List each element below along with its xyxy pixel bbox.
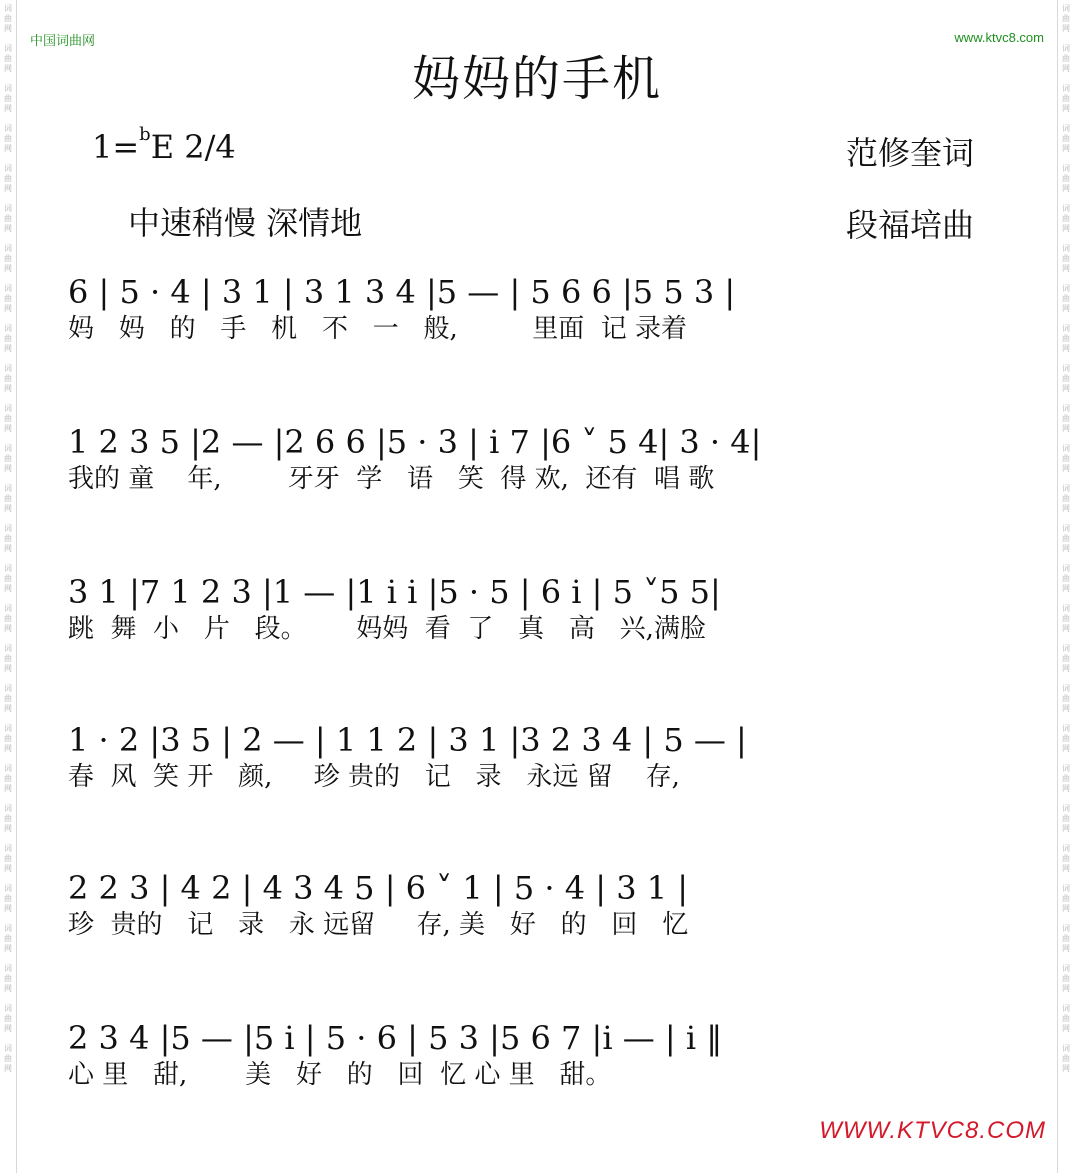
side-watermark-text: 词 曲 网 词 曲 网 词 曲 网 词 曲 网 词 曲 网 词 曲 网 词 曲 网 词 曲 网 词 曲 网 词 曲 网 词 曲 网 词 曲 网 词 曲 网 词 曲 网 词 曲 网 词 曲 网 词 曲 网 词 曲 网 词 曲 网 词 曲 网 词 曲 网 词 曲 网 词 曲 网 词 曲 网 词 曲 网 词 曲 网 词 曲 网	[4, 4, 12, 1073]
notation-line: 6 | 5 · 4 | 3 1 | 3 1 3 4 |5 — | 5 6 6 |5 5 3 |	[68, 273, 736, 311]
key-prefix: 1=	[92, 128, 140, 166]
score-line-6	[68, 1018, 988, 1092]
notation-line: 3 1 |7 1 2 3 |1 — |1 i i |5 · 5 | 6 i | 5 ˅5 5|	[68, 573, 721, 611]
key-and-meter: E 2/4	[150, 128, 236, 166]
right-watermark-strip	[1057, 0, 1074, 1173]
key-signature	[92, 124, 236, 166]
site-url-right: www.ktvc8.com	[954, 30, 1044, 45]
notation-line: 2 3 4 |5 — |5 i | 5 · 6 | 5 3 |5 6 7 |i — | i ‖	[68, 1019, 723, 1057]
lyric-line: 跳 舞 小 片 段。 妈妈 看 了 真 高 兴,满脸	[68, 614, 706, 644]
notation-line: 1 2 3 5 |2 — |2 6 6 |5 · 3 | i 7 |6 ˅ 5 4| 3 · 4|	[68, 423, 762, 461]
lyric-line: 珍 贵的 记 录 永 远留 存, 美 好 的 回 忆	[68, 910, 689, 940]
lyric-line: 心 里 甜, 美 好 的 回 忆 心 里 甜。	[68, 1060, 612, 1090]
lyric-line: 我的 童 年, 牙牙 学 语 笑 得 欢, 还有 唱 歌	[68, 464, 715, 494]
lyric-line: 春 风 笑 开 颜, 珍 贵的 记 录 永远 留 存,	[68, 762, 680, 792]
lyric-line: 妈 妈 的 手 机 不 一 般, 里面 记 录着	[68, 314, 687, 344]
flat-sign: b	[139, 124, 151, 146]
tempo-marking: 中速稍慢 深情地	[128, 204, 363, 242]
composer-credit: 段福培曲	[845, 206, 974, 244]
site-logo: WWW.KTVC8.COM	[819, 1117, 1046, 1144]
score-line-5	[68, 868, 988, 942]
notation-line: 1 · 2 |3 5 | 2 — | 1 1 2 | 3 1 |3 2 3 4 | 5 — |	[68, 721, 747, 759]
site-name-left: 中国词曲网	[30, 33, 96, 48]
score-line-4	[68, 720, 988, 794]
lyricist-credit: 范修奎词	[845, 134, 974, 172]
left-watermark-strip	[0, 0, 17, 1173]
song-title: 妈妈的手机	[411, 51, 662, 107]
notation-line: 2 2 3 | 4 2 | 4 3 4 5 | 6 ˅ 1 | 5 · 4 | 3 1 |	[68, 869, 689, 907]
score-line-2	[68, 422, 988, 496]
score-line-3	[68, 572, 988, 646]
side-watermark-text: 词 曲 网 词 曲 网 词 曲 网 词 曲 网 词 曲 网 词 曲 网 词 曲 网 词 曲 网 词 曲 网 词 曲 网 词 曲 网 词 曲 网 词 曲 网 词 曲 网 词 曲 网 词 曲 网 词 曲 网 词 曲 网 词 曲 网 词 曲 网 词 曲 网 词 曲 网 词 曲 网 词 曲 网 词 曲 网 词 曲 网 词 曲 网	[1062, 4, 1070, 1073]
score-line-1	[68, 272, 988, 346]
